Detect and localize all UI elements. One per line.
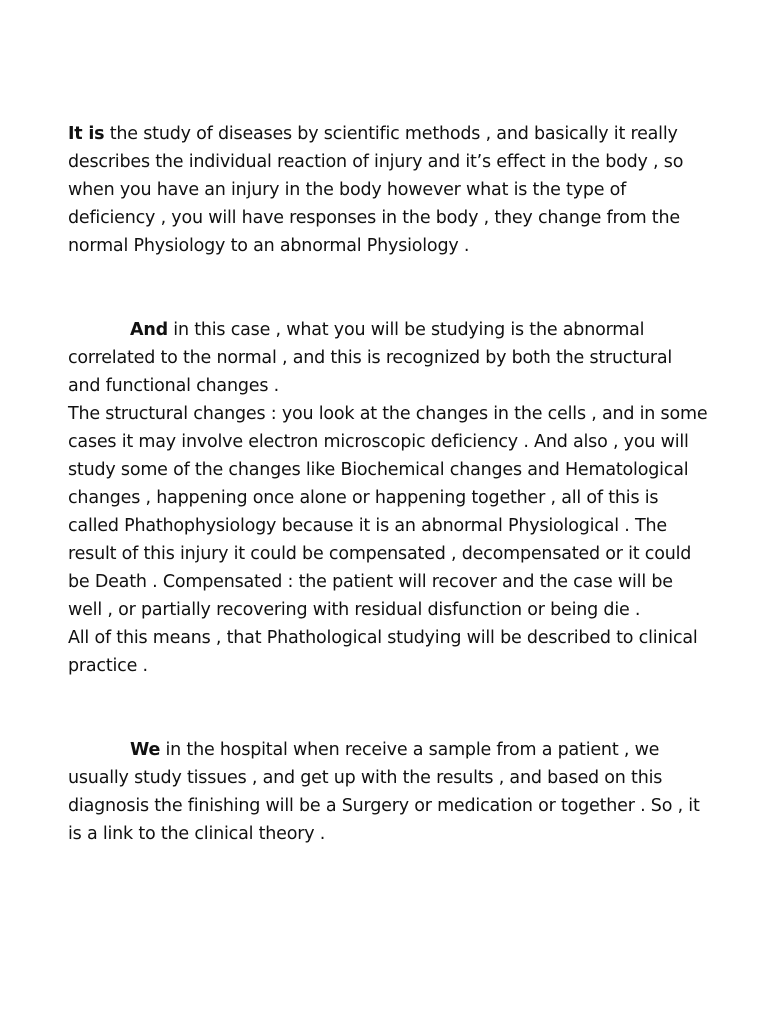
paragraph-text: The structural changes : you look at the changes in the cells , and in some cases it may involve electron microscopic deficiency . And also , you will study some of the changes like Biochemical changes and Hematological changes , happening once alone or happening together , all of this is called Phathophysiology because it is an abnormal Physiological . The result of this injury it could be compensated , decompensated or it could be Death . Compensated : the patient will recover and the case will be well , or partially recovering with residual disfunction or being die . (68, 404, 708, 620)
paragraph-text: All of this means , that Phathological studying will be described to clinical practice . (68, 628, 698, 676)
paragraph-lead-it-is: It is (68, 124, 105, 144)
paragraph-spacer (68, 680, 708, 736)
paragraph-definition (68, 120, 708, 260)
paragraph-lead-we: We (130, 740, 161, 760)
paragraph-clinical-practice (68, 624, 708, 680)
paragraph-text: in the hospital when receive a sample from a patient , we usually study tissues , and get up with the results , and based on this diagnosis the finishing will be a Surgery or medication or together . So , it is a link to the clinical theory . (68, 740, 700, 844)
paragraph-text: the study of diseases by scientific methods , and basically it really describes the individual reaction of injury and it’s effect in the body , so when you have an injury in the body however what is the type of deficiency , you will have responses in the body , they change from the normal Physiology to an abnormal Physiology . (68, 124, 684, 256)
paragraph-lead-and: And (130, 320, 168, 340)
paragraph-spacer (68, 260, 708, 316)
paragraph-hospital-sample (68, 736, 708, 848)
document-body (68, 120, 708, 848)
paragraph-structural-changes (68, 400, 708, 624)
paragraph-abnormal-correlation (68, 316, 708, 400)
paragraph-text: in this case , what you will be studying is the abnormal correlated to the normal , and this is recognized by both the structural and functional changes . (68, 320, 673, 396)
